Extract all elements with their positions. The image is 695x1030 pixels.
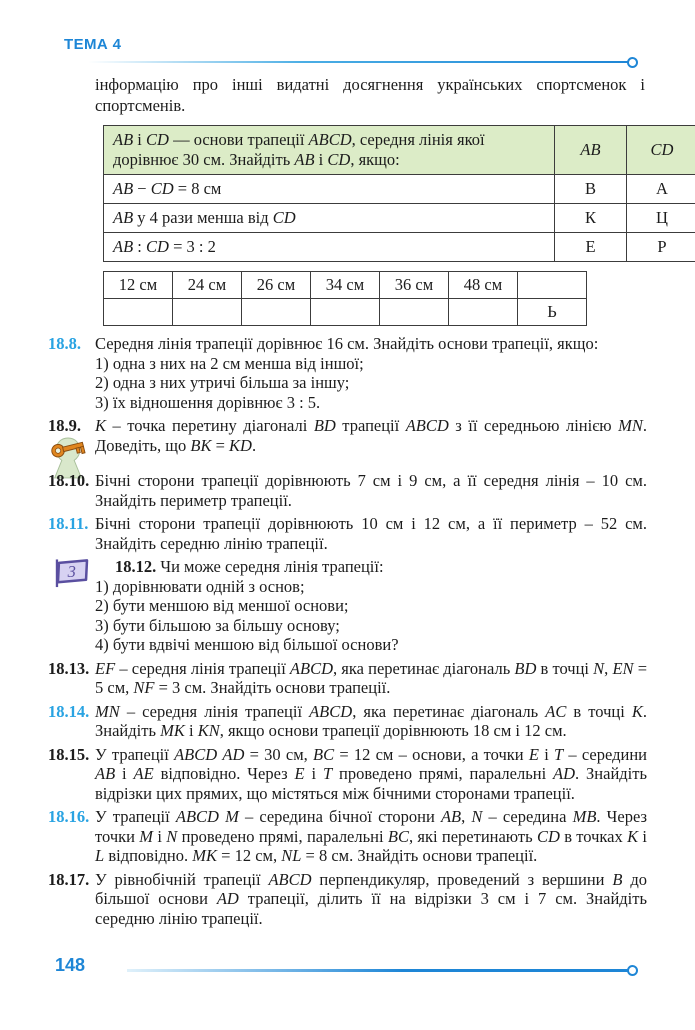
task-table-col-ab: AB (555, 126, 627, 175)
task-table (103, 125, 695, 262)
task-table-statement: AB і CD — основи трапеції ABCD, середня лінія якої дорівнює 30 см. Знайдіть AB і CD, якщо: (104, 126, 555, 175)
footer-rule (127, 969, 628, 972)
letter-cell: К (555, 204, 627, 233)
exercise-text: Бічні сторони трапеції дорівнюють 7 см і 9 см, а її середня лінія – 10 см. Знайдіть периметр трапеції. (95, 471, 647, 510)
theme-label: ТЕМА 4 (64, 36, 122, 53)
header-rule-end-circle (627, 57, 638, 68)
exercise-item (48, 870, 647, 929)
exercise-text: У рівнобічній трапеції ABCD перпендикуляр, проведений з вершини B до більшої основи AD трапеції, ділить її на відрізки 3 см і 7 см. Знайдіть середню лінію трапеції. (95, 869, 647, 928)
exercise-text: MN – середня лінія трапеції ABCD, яка перетинає діагональ AC в точці K. Знайдіть MK і KN, якщо основи трапеції дорівнюють 18 см і 12 см. (95, 701, 647, 740)
exercise-item (48, 702, 647, 741)
answer-cell: 48 см (449, 272, 518, 299)
exercise-number: 18.12. (115, 557, 157, 576)
header-rule (88, 61, 628, 63)
exercise-number: 18.9. (48, 416, 81, 435)
table-row (104, 233, 695, 262)
answer-cell (449, 299, 518, 326)
exercise-number: 18.13. (48, 658, 90, 678)
table-row (104, 175, 695, 204)
answer-cell: Ь (518, 299, 587, 326)
answer-cell: 36 см (380, 272, 449, 299)
exercise-text: EF – середня лінія трапеції ABCD, яка перетинає діагональ BD в точці N, EN = 5 см, NF = 3 см. Знайдіть основи трапеції. (95, 658, 647, 697)
letter-cell: Е (555, 233, 627, 262)
page-content (0, 74, 695, 932)
exercise-subitem: 3) бути більшою за більшу основу; (95, 615, 340, 635)
footer-rule-end-circle (627, 965, 638, 976)
exercise-item (48, 557, 647, 655)
exercise-subitem: 4) бути вдвічі меншою від більшої основи? (95, 635, 399, 654)
exercise-subitem: 1) одна з них на 2 см менша від іншої; (95, 353, 364, 373)
table-row (104, 272, 587, 299)
exercise-item (48, 334, 647, 412)
level-3-flag-icon (53, 558, 90, 594)
condition-cell: AB − CD = 8 см (104, 175, 555, 204)
condition-cell: AB у 4 рази менша від CD (104, 204, 555, 233)
letter-cell: Р (627, 233, 695, 262)
exercise-text: У трапеції ABCD AD = 30 см, BC = 12 см – основи, а точки E і T – середини AB і AE відповідно. Через E і T проведено прямі, паралельні AD. Знайдіть відрізки цих прямих, що містяться між бічними сторонами трапеції. (95, 744, 648, 803)
table-row (104, 204, 695, 233)
exercise-number: 18.17. (48, 869, 90, 889)
exercise-item (48, 514, 647, 553)
exercise-subitem: 1) дорівнювати одній з основ; (95, 576, 305, 596)
task-table-col-cd: CD (627, 126, 695, 175)
intro-paragraph: інформацію про інші видатні досягнення українських спортсменок і спортсменів. (95, 75, 645, 115)
answer-cell (311, 299, 380, 326)
exercise-text: У трапеції ABCD M – середина бічної сторони AB, N – середина MB. Через точки M і N проведено прямі, паралельні BC, які перетинають CD в точках K і L відповідно. MK = 12 см, NL = 8 см. Знайдіть основи трапеції. (95, 807, 647, 865)
letter-cell: В (555, 175, 627, 204)
answer-cell: 12 см (104, 272, 173, 299)
exercise-subitem: 2) бути меншою від меншої основи; (95, 596, 349, 615)
exercise-subitem: 2) одна з них утричі більша за іншу; (95, 373, 350, 392)
answer-cell (173, 299, 242, 326)
exercise-text: Середня лінія трапеції дорівнює 16 см. Знайдіть основи трапеції, якщо: 1) одна з них на 2 см менша від іншої; 2) одна з них утричі більша за іншу; 3) їх відношення дорівнює 3 : 5. (95, 334, 647, 412)
answer-cell (380, 299, 449, 326)
exercise-item (48, 416, 647, 455)
answer-cell (104, 299, 173, 326)
exercise-number: 18.15. (48, 744, 90, 764)
answer-cell (242, 299, 311, 326)
exercise-number: 18.10. (48, 471, 90, 490)
answer-cell (518, 272, 587, 299)
answer-cell: 26 см (242, 272, 311, 299)
table-row (104, 299, 587, 326)
exercise-number: 18.8. (48, 334, 81, 353)
condition-cell: AB : CD = 3 : 2 (104, 233, 555, 262)
exercise-number: 18.14. (48, 701, 90, 721)
letter-cell: А (627, 175, 695, 204)
exercise-item (48, 745, 647, 804)
answer-cell: 24 см (173, 272, 242, 299)
answer-table (103, 271, 587, 326)
exercise-item (48, 471, 647, 510)
letter-cell: Ц (627, 204, 695, 233)
task-table-header-row (104, 126, 695, 175)
exercise-text: Бічні сторони трапеції дорівнюють 10 см і 12 см, а її периметр – 52 см. Знайдіть середню лінію трапеції. (95, 514, 647, 553)
exercise-text: 18.12. Чи може середня лінія трапеції: 1) дорівнювати одній з основ; 2) бути меншою від меншої основи; 3) бути більшою за більшу основу; 4) бути вдвічі меншою від більшої основи? (48, 557, 647, 655)
exercise-text: K – точка перетину діагоналі BD трапеції ABCD з її середньою лінією MN. Доведіть, що BK = KD. (95, 416, 648, 455)
exercise-item (48, 807, 647, 866)
answer-cell: 34 см (311, 272, 380, 299)
exercise-number: 18.16. (48, 807, 90, 826)
exercise-list (0, 334, 695, 928)
exercise-subitem: 3) їх відношення дорівнює 3 : 5. (95, 392, 321, 412)
level-number: 3 (67, 561, 76, 581)
page-number: 148 (55, 955, 86, 975)
exercise-item (48, 659, 647, 698)
exercise-number: 18.11. (48, 514, 89, 533)
